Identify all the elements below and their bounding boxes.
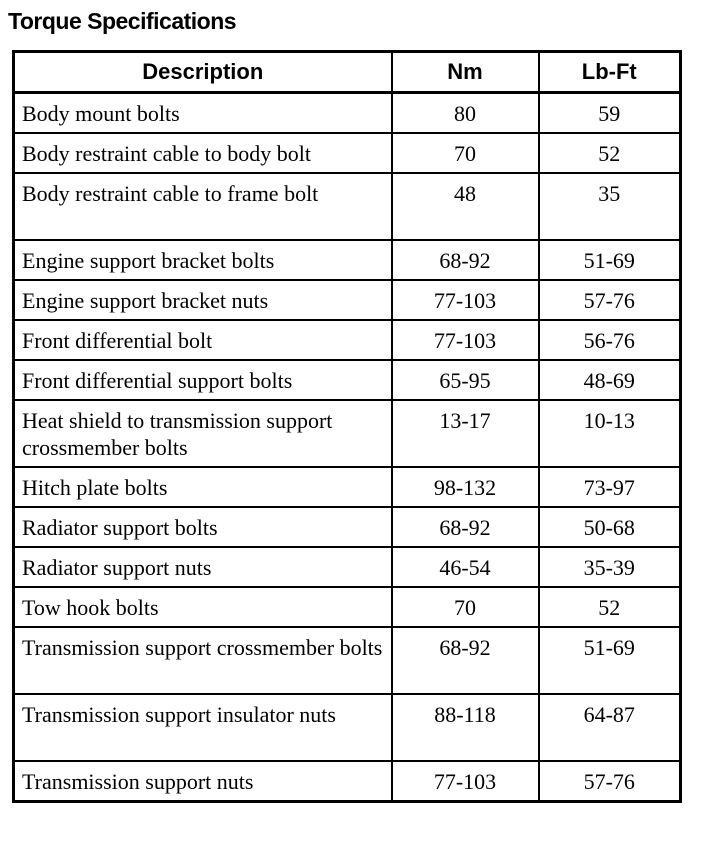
row-nm: 48 [392, 173, 539, 240]
row-description: Radiator support nuts [14, 547, 392, 587]
table-row [14, 133, 681, 173]
page-title: Torque Specifications [8, 8, 237, 34]
row-lbft: 35 [539, 173, 681, 240]
table-row [14, 761, 681, 802]
row-nm: 98-132 [392, 467, 539, 507]
row-description: Tow hook bolts [14, 587, 392, 627]
row-description: Heat shield to transmission support crossmember bolts [14, 400, 392, 467]
column-header-lbft: Lb-Ft [539, 52, 681, 93]
column-header-nm: Nm [392, 52, 539, 93]
row-description: Transmission support insulator nuts [14, 694, 392, 761]
row-lbft: 73-97 [539, 467, 681, 507]
row-nm: 68-92 [392, 240, 539, 280]
row-nm: 68-92 [392, 627, 539, 694]
row-nm: 13-17 [392, 400, 539, 467]
row-nm: 77-103 [392, 761, 539, 802]
header-row [14, 52, 681, 93]
table-row [14, 694, 681, 761]
table-row [14, 173, 681, 240]
row-description: Radiator support bolts [14, 507, 392, 547]
row-description: Engine support bracket nuts [14, 280, 392, 320]
torque-spec-table [12, 50, 682, 803]
table-row [14, 360, 681, 400]
row-lbft: 48-69 [539, 360, 681, 400]
row-description: Transmission support nuts [14, 761, 392, 802]
row-nm: 88-118 [392, 694, 539, 761]
row-nm: 77-103 [392, 280, 539, 320]
row-description: Body restraint cable to frame bolt [14, 173, 392, 240]
row-lbft: 35-39 [539, 547, 681, 587]
table-row [14, 547, 681, 587]
row-description: Body mount bolts [14, 93, 392, 134]
table-row [14, 400, 681, 467]
row-lbft: 52 [539, 587, 681, 627]
row-nm: 46-54 [392, 547, 539, 587]
table-row [14, 627, 681, 694]
row-lbft: 57-76 [539, 280, 681, 320]
row-nm: 70 [392, 133, 539, 173]
row-nm: 65-95 [392, 360, 539, 400]
row-description: Engine support bracket bolts [14, 240, 392, 280]
row-lbft: 57-76 [539, 761, 681, 802]
table-row [14, 467, 681, 507]
table-row [14, 587, 681, 627]
row-nm: 77-103 [392, 320, 539, 360]
row-description: Body restraint cable to body bolt [14, 133, 392, 173]
row-description: Transmission support crossmember bolts [14, 627, 392, 694]
row-lbft: 50-68 [539, 507, 681, 547]
row-description: Front differential bolt [14, 320, 392, 360]
table-row [14, 93, 681, 134]
row-lbft: 59 [539, 93, 681, 134]
row-lbft: 10-13 [539, 400, 681, 467]
row-nm: 80 [392, 93, 539, 134]
table-row [14, 280, 681, 320]
row-lbft: 51-69 [539, 240, 681, 280]
table-row [14, 320, 681, 360]
row-lbft: 51-69 [539, 627, 681, 694]
table-row [14, 240, 681, 280]
row-lbft: 56-76 [539, 320, 681, 360]
column-header-description: Description [14, 52, 392, 93]
table-row [14, 507, 681, 547]
row-description: Front differential support bolts [14, 360, 392, 400]
row-lbft: 52 [539, 133, 681, 173]
row-nm: 68-92 [392, 507, 539, 547]
row-lbft: 64-87 [539, 694, 681, 761]
row-description: Hitch plate bolts [14, 467, 392, 507]
row-nm: 70 [392, 587, 539, 627]
